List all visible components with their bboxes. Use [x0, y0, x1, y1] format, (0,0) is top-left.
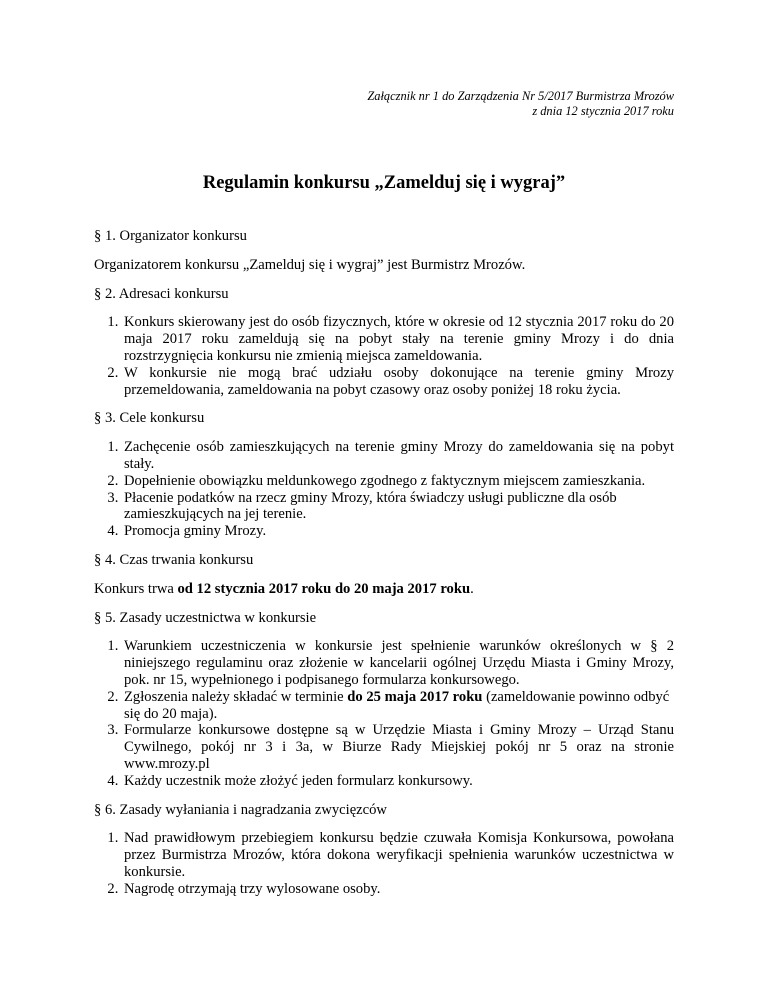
document-title: Regulamin konkursu „Zamelduj się i wygraj” [202, 173, 566, 193]
attachment-note [367, 89, 674, 119]
section-3-item-2: 2. Dopełnienie obowiązku meldunkowego zgodnego z faktycznym miejscem zamieszkania. [122, 473, 674, 490]
section-6-list [94, 830, 674, 897]
section-3-item-4: 4. Promocja gminy Mrozy. [122, 523, 674, 540]
attachment-note-line-2: z dnia 12 stycznia 2017 roku [532, 104, 674, 118]
section-2-item-1: 1. Konkurs skierowany jest do osób fizycznych, które w okresie od 12 stycznia 2017 roku do 20 maja 2017 roku zameldują się na pobyt stały na terenie gminy Mrozy i do dnia rozstrzygnięcia konkursu nie zmienią miejsca zameldowania. [122, 314, 674, 364]
section-2-item-2: 2. W konkursie nie mogą brać udziału osoby dokonujące na terenie gminy Mrozy przemeldowania, zameldowania na pobyt czasowy oraz osoby poniżej 18 roku życia. [122, 365, 674, 399]
section-6-heading: § 6. Zasady wyłaniania i nagradzania zwycięzców [94, 801, 387, 818]
section-5-list [94, 638, 674, 789]
section-4-period: od 12 stycznia 2017 roku do 20 maja 2017 roku [177, 580, 471, 597]
attachment-note-line-1: Załącznik nr 1 do Zarządzenia Nr 5/2017 Burmistrza Mrozów [367, 89, 674, 103]
document-body [94, 228, 674, 910]
section-6-item-1: 1. Nad prawidłowym przebiegiem konkursu będzie czuwała Komisja Konkursowa, powołana przez Burmistrza Mrozów, która dokona weryfikacji spełnienia warunków uczestnictwa w konkursie. [122, 830, 674, 880]
section-4-heading: § 4. Czas trwania konkursu [94, 551, 254, 568]
section-3-list [94, 439, 674, 540]
section-5-item-2-start: Zgłoszenia należy składać w terminie [124, 688, 348, 705]
section-4-text [94, 581, 674, 598]
section-5-item-1: 1. Warunkiem uczestniczenia w konkursie jest spełnienie warunków określonych w § 2 niniejszego regulaminu oraz złożenie w kancelarii ogólnej Urzędu Miasta i Gminy Mrozy, pok. nr 15, wypełnionego i podpisanego formularza konkursowego. [122, 638, 674, 688]
section-2-list [94, 314, 674, 398]
section-1-heading: § 1. Organizator konkursu [94, 228, 247, 244]
section-4-text-start: Konkurs trwa [94, 580, 178, 597]
section-5-heading: § 5. Zasady uczestnictwa w konkursie [94, 609, 317, 626]
section-5-item-4: 4. Każdy uczestnik może złożyć jeden formularz konkursowy. [122, 773, 674, 790]
section-5-item-2 [122, 689, 674, 723]
section-3-item-3: 3. Płacenie podatków na rzecz gminy Mrozy, która świadczy usługi publiczne dla osób zamieszkujących na jej terenie. [122, 490, 674, 524]
section-5-deadline: do 25 maja 2017 roku [347, 688, 483, 705]
section-5-item-2-end: (zameldowanie powinno odbyć się do 20 maja). [124, 688, 670, 722]
section-6-item-2: 2. Nagrodę otrzymają trzy wylosowane osoby. [122, 881, 674, 898]
section-1-text: Organizatorem konkursu „Zamelduj się i wygraj” jest Burmistrz Mrozów. [94, 256, 526, 273]
section-3-item-1: 1. Zachęcenie osób zamieszkujących na terenie gminy Mrozy do zameldowania się na pobyt stały. [122, 439, 674, 473]
section-2-heading: § 2. Adresaci konkursu [94, 285, 229, 302]
section-3-heading: § 3. Cele konkursu [94, 410, 205, 427]
section-4-text-end: . [470, 580, 474, 597]
section-5-item-3: 3. Formularze konkursowe dostępne są w Urzędzie Miasta i Gminy Mrozy – Urząd Stanu Cywilnego, pokój nr 3 i 3a, w Biurze Rady Miejskiej pokój nr 5 oraz na stronie www.mrozy.pl [122, 722, 674, 772]
